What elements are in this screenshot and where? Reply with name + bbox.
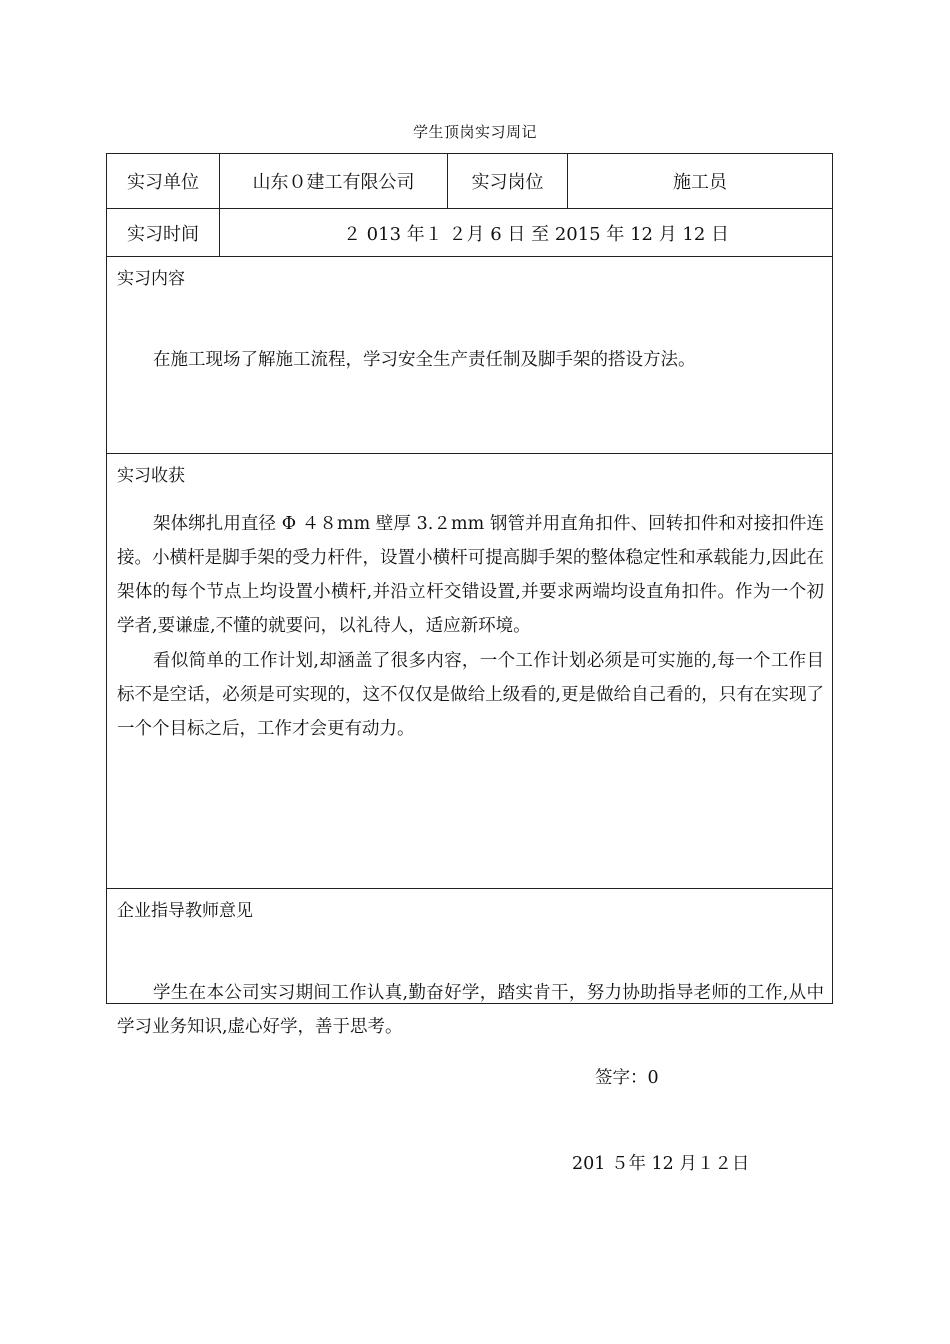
document-title: 学生顶岗实习周记: [412, 123, 537, 141]
content-section: [107, 257, 832, 454]
content-label: 实习内容: [117, 269, 185, 289]
opinion-section: [107, 889, 832, 1174]
gains-label: 实习收获: [117, 466, 185, 486]
opinion-text: 学生在本公司实习期间工作认真,勤奋好学，踏实肯干，努力协助指导老师的工作,从中学习业务知识,虚心好学，善于思考。: [117, 983, 824, 1037]
period-row: [107, 209, 832, 257]
signature: 签字：0: [595, 1068, 659, 1088]
period-label: 实习时间: [107, 209, 220, 256]
gains-section: [107, 454, 832, 889]
content-text: 在施工现场了解施工流程，学习安全生产责任制及脚手架的搭设方法。: [153, 350, 696, 370]
unit-position-row: [107, 154, 832, 209]
signature-date: 201 ５年 12 月１２日: [572, 1154, 750, 1174]
gains-paragraph-1: 架体绑扎用直径 Φ ４８mm 壁厚 3.２mm 钢管并用直角扣件、回转扣件和对接扣件连接。小横杆是脚手架的受力杆件，设置小横杆可提高脚手架的整体稳定性和承载能力,因此在架体的每个节点上均设置小横杆,并沿立杆交错设置,并要求两端均设直角扣件。作为一个初学者,要谦虚,不懂的就要问，以礼待人，适应新环境。: [117, 514, 824, 636]
position-value: 施工员: [673, 172, 727, 193]
unit-value: 山东０建工有限公司: [220, 154, 448, 208]
internship-form: [106, 153, 833, 1174]
opinion-label: 企业指导教师意见: [117, 901, 253, 921]
unit-label: 实习单位: [107, 154, 220, 208]
period-value: ２ 013 年１ ２月 6 日 至 2015 年 12 月 12 日: [342, 223, 730, 245]
position-label: 实习岗位: [448, 154, 568, 208]
gains-paragraph-2: 看似简单的工作计划,却涵盖了很多内容，一个工作计划必须是可实施的,每一个工作目标不是空话，必须是可实现的，这不仅仅是做给上级看的,更是做给自己看的，只有在实现了一个个目标之后，工作才会更有动力。: [117, 651, 824, 739]
